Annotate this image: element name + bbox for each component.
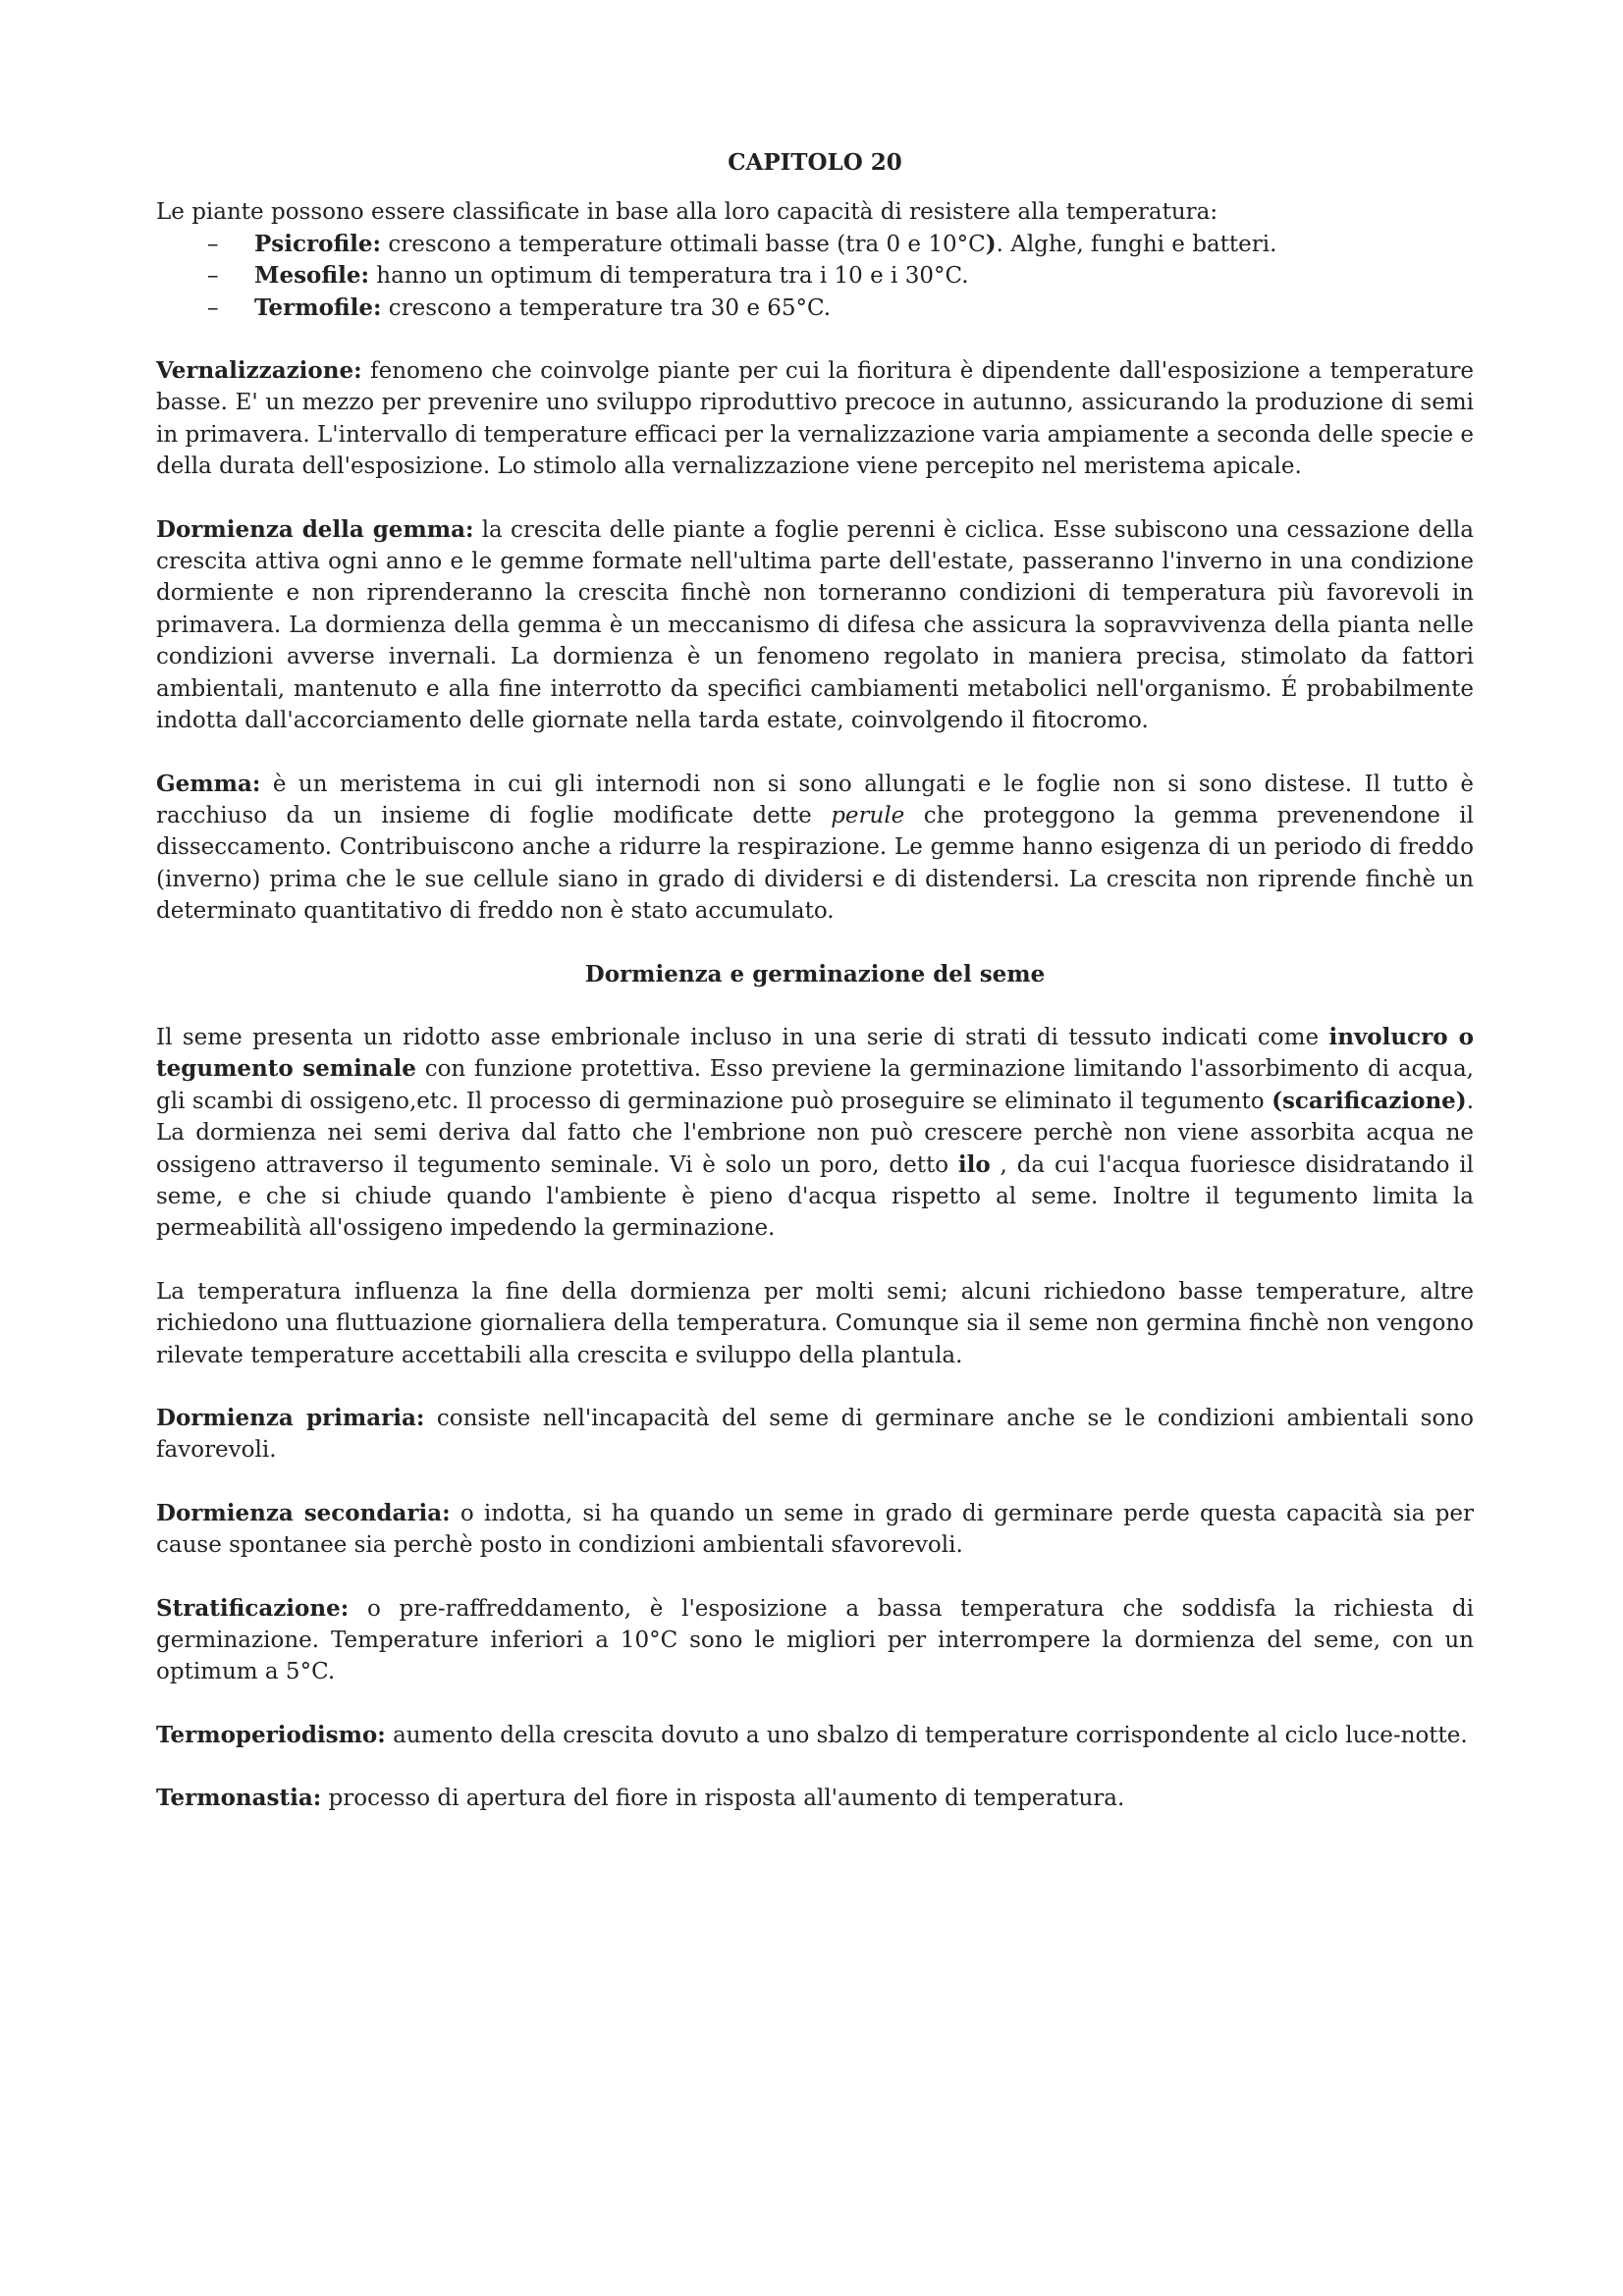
page-title: CAPITOLO 20 bbox=[728, 149, 902, 176]
term: Dormienza della gemma: bbox=[156, 515, 474, 543]
dash-bullet: – bbox=[207, 231, 219, 257]
definition: è un meristema in cui gli internodi non si sono allungati e le foglie non si sono distese. Il tutto è racchiuso da un insieme di foglie modificate dette bbox=[156, 771, 1474, 828]
text: . La dormienza nei semi deriva dal fatto che l'embrione non può crescere perchè non viene assorbita acqua ne ossigeno attraverso il tegumento seminale. Vi è solo un poro, detto bbox=[156, 1088, 1474, 1178]
definition: la crescita delle piante a foglie perenni è ciclica. Esse subiscono una cessazione della crescita attiva ogni anno e le gemme formate nell'ultima parte dell'estate, passeranno l'inverno in una condizione dormiente e non riprenderanno la crescita finchè non torneranno condizioni di temperatura più favorevoli in primavera. La dormienza della gemma è un meccanismo di difesa che assicura la sopravvivenza della pianta nelle condizioni avverse invernali. La dormienza è un fenomeno regolato in maniera precisa, stimolato da fattori ambientali, mantenuto e alla fine interrotto da specifici cambiamenti metabolici nell'organismo. É probabilmente indotta dall'accorciamento delle giornate nella tarda estate, coinvolgendo il fitocromo. bbox=[156, 516, 1474, 734]
bold-term: (scarificazione) bbox=[1271, 1087, 1467, 1114]
paragraph-dormienza-gemma bbox=[156, 514, 1474, 737]
intro-paragraph bbox=[156, 196, 1474, 228]
text: , da cui l'acqua fuoriesce disidratando il seme, e che si chiude quando l'ambiente è pieno d'acqua rispetto al seme. Inoltre il tegumento limita la permeabilità all'ossigeno impedendo la germinazione. bbox=[156, 1151, 1474, 1242]
dash-bullet: – bbox=[207, 294, 219, 321]
term: Termoperiodismo: bbox=[156, 1721, 386, 1748]
term: Dormienza primaria: bbox=[156, 1405, 425, 1431]
definition: . Alghe, funghi e batteri. bbox=[996, 231, 1277, 257]
intro-text: Le piante possono essere classificate in base alla loro capacità di resistere alla temperatura: bbox=[156, 199, 1218, 226]
paragraph-temperatura bbox=[156, 1276, 1474, 1371]
term: Termonastia: bbox=[156, 1785, 322, 1812]
paragraph-termoperiodismo bbox=[156, 1720, 1474, 1751]
bold-term: ilo bbox=[957, 1150, 991, 1178]
definition: o indotta, si ha quando un seme in grado di germinare perde questa capacità sia per cause spontanee sia perchè posto in condizioni ambientali sfavorevoli. bbox=[156, 1500, 1475, 1559]
term: Mesofile: bbox=[254, 262, 369, 290]
definition: crescono a temperature ottimali basse (tra 0 e 10°C bbox=[381, 231, 986, 257]
definition: aumento della crescita dovuto a uno sbalzo di temperature corrispondente al ciclo luce-notte. bbox=[385, 1722, 1468, 1748]
list-item bbox=[156, 260, 1474, 292]
term: Gemma: bbox=[156, 770, 261, 797]
text: Il seme presenta un ridotto asse embrionale incluso in una serie di strati di tessuto indicati come bbox=[156, 1024, 1329, 1050]
term: Stratificazione: bbox=[156, 1594, 350, 1622]
definition: consiste nell'incapacità del seme di germinare anche se le condizioni ambientali sono favorevoli. bbox=[156, 1406, 1474, 1464]
paragraph-vernalizzazione bbox=[156, 355, 1474, 483]
paragraph-stratificazione bbox=[156, 1593, 1474, 1688]
document-page bbox=[156, 147, 1474, 1815]
paragraph-dormienza-secondaria bbox=[156, 1498, 1474, 1562]
section-subtitle: Dormienza e germinazione del seme bbox=[584, 960, 1046, 988]
paragraph-termonastia bbox=[156, 1783, 1474, 1814]
text: con funzione protettiva. Esso previene la germinazione limitando l'assorbimento di acqua, gli scambi di ossigeno,etc. Il processo di germinazione può proseguire se eliminato il tegumento bbox=[156, 1056, 1474, 1114]
definition: che proteggono la gemma prevenendone il disseccamento. Contribuiscono anche a ridurre la respirazione. Le gemme hanno esigenza di un periodo di freddo (inverno) prima che le sue cellule siano in grado di dividersi e di distendersi. La crescita non riprende finchè un determinato quantitativo di freddo non è stato accumulato. bbox=[156, 802, 1474, 925]
term: Psicrofile: bbox=[254, 230, 382, 257]
classification-list bbox=[156, 229, 1474, 324]
term: Dormienza secondaria: bbox=[156, 1499, 451, 1526]
list-item bbox=[156, 229, 1474, 260]
definition: processo di apertura del fiore in risposta all'aumento di temperatura. bbox=[321, 1786, 1125, 1812]
bold-term: involucro o tegumento seminale bbox=[156, 1023, 1475, 1083]
term: Vernalizzazione: bbox=[156, 357, 362, 385]
paragraph-dormienza-primaria bbox=[156, 1403, 1474, 1467]
list-item bbox=[156, 293, 1474, 324]
paragraph-gemma bbox=[156, 769, 1474, 928]
dash-bullet: – bbox=[207, 263, 219, 290]
definition: o pre-raffreddamento, è l'esposizione a bassa temperatura che soddisfa la richiesta di germinazione. Temperature inferiori a 10°C sono le migliori per interrompere la dormienza del seme, con un optimum a 5°C. bbox=[156, 1595, 1474, 1685]
definition: crescono a temperature tra 30 e 65°C. bbox=[381, 294, 832, 321]
definition: fenomeno che coinvolge piante per cui la fioritura è dipendente dall'esposizione a temperature basse. E' un mezzo per prevenire uno sviluppo riproduttivo precoce in autunno, assicurando la produzione di semi in primavera. L'intervallo di temperature efficaci per la vernalizzazione varia ampiamente a seconda delle specie e della durata dell'esposizione. Lo stimolo alla vernalizzazione viene percepito nel meristema apicale. bbox=[156, 358, 1474, 480]
term: ) bbox=[985, 230, 997, 257]
paragraph-seme bbox=[156, 1022, 1474, 1245]
definition: hanno un optimum di temperatura tra i 10 e i 30°C. bbox=[368, 263, 969, 290]
text: La temperatura influenza la fine della dormienza per molti semi; alcuni richiedono basse temperature, altre richiedono una fluttuazione giornaliera della temperatura. Comunque sia il seme non germina finchè non vengono rilevate temperature accettabili alla crescita e sviluppo della plantula. bbox=[156, 1278, 1474, 1368]
term: Termofile: bbox=[254, 294, 382, 321]
italic-term: perule bbox=[831, 802, 905, 828]
